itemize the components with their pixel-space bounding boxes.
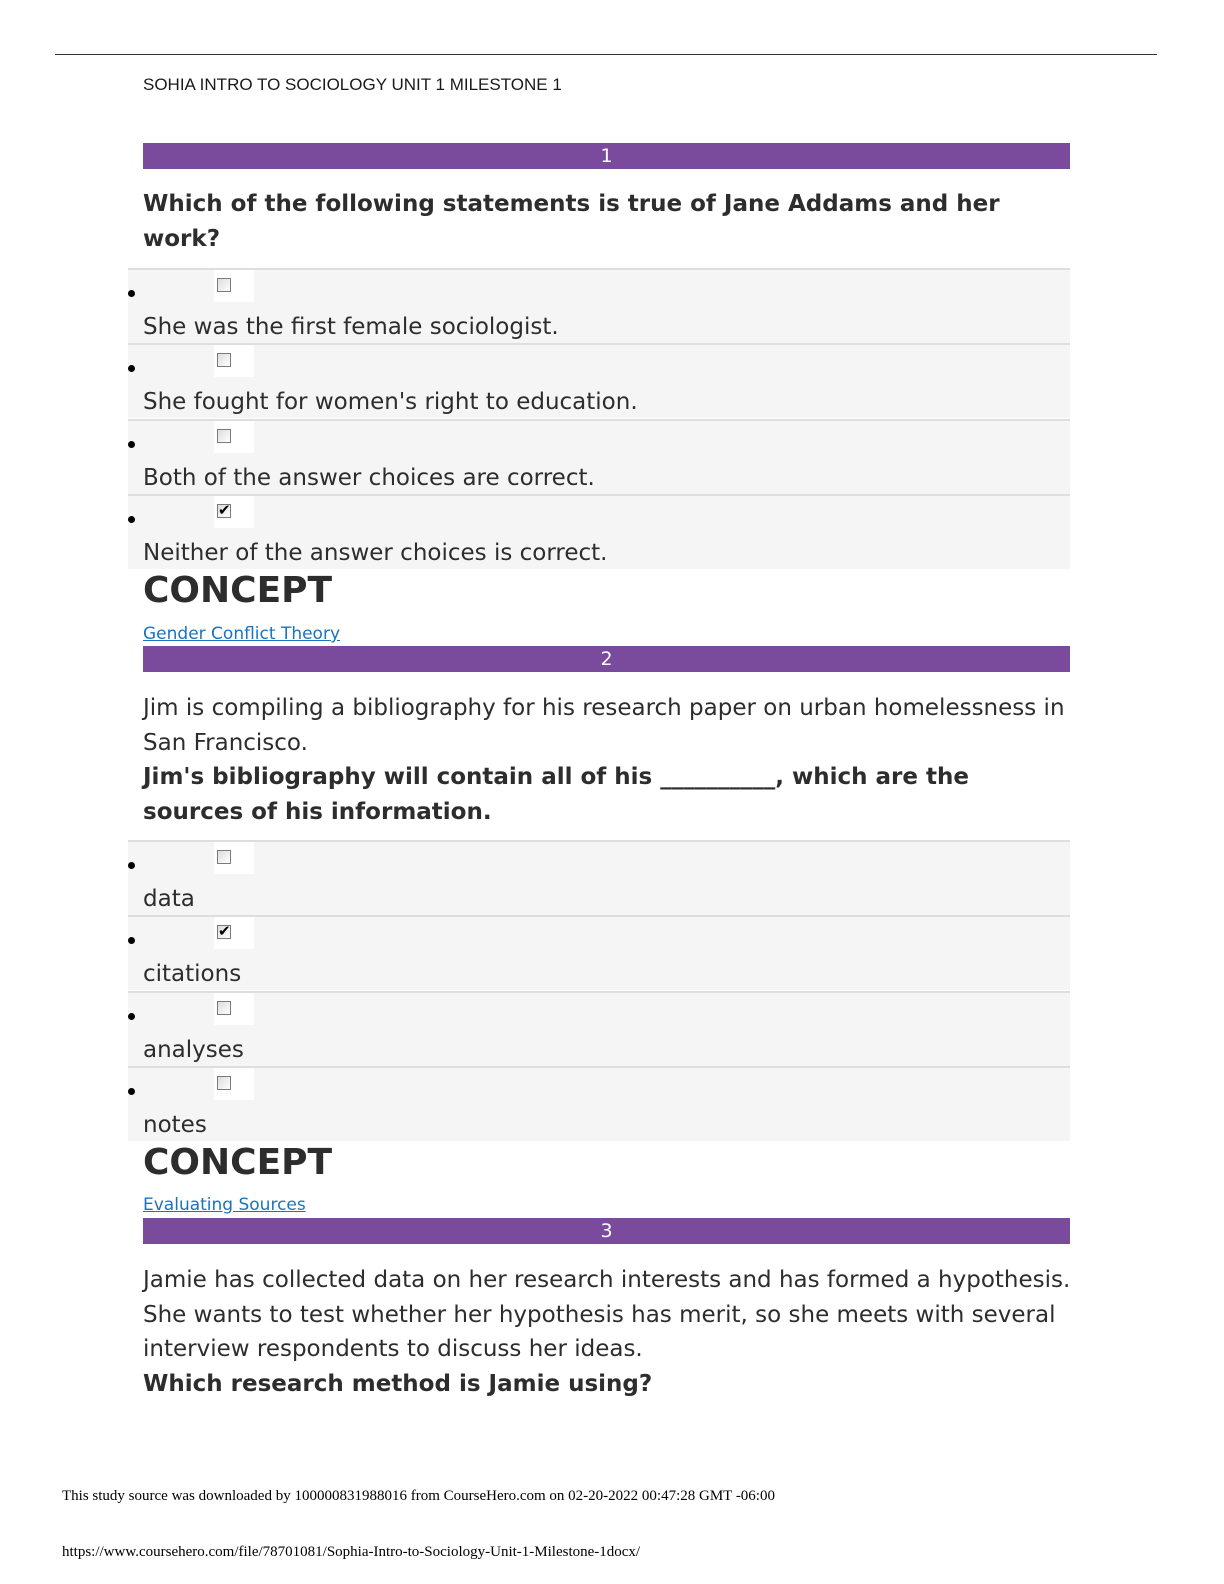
answer-option-label: She was the first female sociologist. bbox=[143, 314, 559, 340]
answer-option[interactable] bbox=[128, 991, 1070, 1066]
checkbox[interactable] bbox=[217, 1076, 231, 1090]
concept-link[interactable]: Gender Conflict Theory bbox=[143, 624, 341, 644]
checkbox[interactable] bbox=[217, 353, 231, 367]
checkbox[interactable] bbox=[217, 850, 231, 864]
bullet-icon bbox=[128, 290, 135, 297]
download-notice: This study source was downloaded by 100000831988016 from CourseHero.com on 02-20-2022 00:47:28 GMT -06:00 bbox=[62, 1488, 775, 1504]
question-prompt bbox=[143, 187, 1073, 256]
answer-option[interactable] bbox=[128, 494, 1070, 569]
document-header: SOHIA INTRO TO SOCIOLOGY UNIT 1 MILESTONE 1 bbox=[143, 75, 562, 94]
question-number-bar: 2 bbox=[143, 646, 1070, 672]
answer-option-label: She fought for women's right to education. bbox=[143, 389, 638, 415]
answer-option-label: notes bbox=[143, 1112, 207, 1138]
question-prompt-bold: Jim's bibliography will contain all of his __________, which are the sources of his information. bbox=[143, 764, 969, 825]
concept-link[interactable]: Evaluating Sources bbox=[143, 1195, 306, 1215]
answer-option-label: analyses bbox=[143, 1037, 244, 1063]
question-prompt-bold: Which of the following statements is true of Jane Addams and her work? bbox=[143, 191, 1000, 252]
question-prompt bbox=[143, 691, 1073, 829]
answer-option[interactable] bbox=[128, 1066, 1070, 1141]
bullet-icon bbox=[128, 365, 135, 372]
checkbox-checked[interactable] bbox=[217, 501, 231, 519]
checkmark-icon: ✔ bbox=[218, 501, 231, 519]
answer-option[interactable] bbox=[128, 268, 1070, 343]
checkbox-checked[interactable] bbox=[217, 922, 231, 940]
question-number-bar: 3 bbox=[143, 1218, 1070, 1244]
question-prompt-bold: Which research method is Jamie using? bbox=[143, 1370, 653, 1397]
source-url[interactable]: https://www.coursehero.com/file/78701081/Sophia-Intro-to-Sociology-Unit-1-Milestone-1docx/ bbox=[62, 1544, 641, 1560]
bullet-icon bbox=[128, 1013, 135, 1020]
checkmark-icon: ✔ bbox=[218, 922, 231, 940]
top-divider bbox=[55, 54, 1157, 55]
bullet-icon bbox=[128, 1088, 135, 1095]
bullet-icon bbox=[128, 937, 135, 944]
question-prompt-text: Jim is compiling a bibliography for his research paper on urban homelessness in San Francisco. bbox=[143, 695, 1065, 756]
bullet-icon bbox=[128, 516, 135, 523]
bullet-icon bbox=[128, 441, 135, 448]
concept-heading: CONCEPT bbox=[143, 570, 333, 611]
answer-option-label: Both of the answer choices are correct. bbox=[143, 465, 595, 491]
checkbox[interactable] bbox=[217, 1001, 231, 1015]
checkbox[interactable] bbox=[217, 429, 231, 443]
answer-option-label: data bbox=[143, 886, 195, 912]
answer-option-label: citations bbox=[143, 961, 242, 987]
question-prompt bbox=[143, 1263, 1073, 1401]
answer-option[interactable] bbox=[128, 419, 1070, 494]
question-prompt-text: Jamie has collected data on her research interests and has formed a hypothesis. She wants to test whether her hypothesis has merit, so she meets with several interview respondents to discuss her ideas. bbox=[143, 1267, 1071, 1362]
answer-option[interactable] bbox=[128, 840, 1070, 915]
answer-option[interactable] bbox=[128, 915, 1070, 990]
concept-heading: CONCEPT bbox=[143, 1142, 333, 1183]
question-number-bar: 1 bbox=[143, 143, 1070, 169]
bullet-icon bbox=[128, 862, 135, 869]
answer-option-label: Neither of the answer choices is correct. bbox=[143, 540, 608, 566]
checkbox[interactable] bbox=[217, 278, 231, 292]
answer-option[interactable] bbox=[128, 343, 1070, 418]
